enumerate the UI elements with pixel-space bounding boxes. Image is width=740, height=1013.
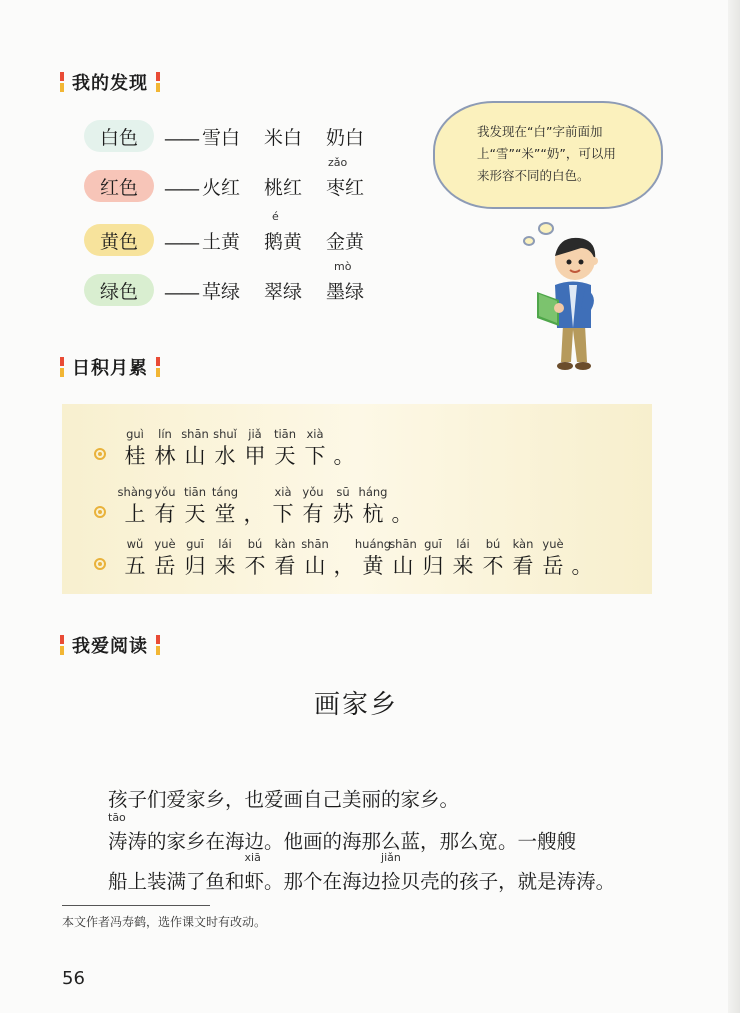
char-pinyin: tiān: [273, 427, 297, 441]
header-marker-left: [60, 72, 64, 92]
pinyin-char: [298, 484, 328, 528]
paragraph-text: 贝壳的孩子，就是涛涛。: [400, 870, 616, 893]
char-hanzi: 。: [571, 554, 593, 578]
char-hanzi: 苏: [332, 502, 354, 526]
saying-line: [94, 478, 416, 528]
color-label: 白色: [84, 120, 154, 152]
char-pinyin: shuǐ: [213, 427, 237, 441]
ruby-pinyin: tāo: [108, 811, 126, 824]
char-hanzi: 不: [482, 554, 504, 578]
pinyin-char: [330, 426, 358, 470]
color-word: [202, 173, 240, 200]
char-pinyin: bú: [485, 537, 501, 551]
char-hanzi: 岳: [154, 554, 176, 578]
pinyin-char: [448, 536, 478, 580]
color-word: [202, 277, 240, 304]
char-pinyin: yǒu: [154, 485, 176, 499]
paragraph-text: 船上装满了鱼和: [108, 870, 245, 893]
discovery-row: [84, 259, 388, 310]
char-hanzi: 天: [274, 444, 296, 468]
char-hanzi: 来: [452, 554, 474, 578]
char-pinyin: lín: [158, 427, 172, 441]
char-hanzi: 看: [512, 554, 534, 578]
pinyin-char: [120, 536, 150, 580]
pinyin-char: [328, 484, 358, 528]
pinyin-char: [418, 536, 448, 580]
color-label: 红色: [84, 170, 154, 202]
char-hanzi: ，: [243, 502, 265, 526]
ruby-char: [244, 851, 265, 894]
section-header-discovery: [60, 67, 160, 97]
ruby-text: 涛: [108, 830, 128, 853]
char-pinyin: shān: [389, 537, 417, 551]
char-pinyin: táng: [211, 485, 239, 499]
char-hanzi: 不: [244, 554, 266, 578]
char-pinyin: yuè: [154, 537, 176, 551]
char-pinyin: bú: [247, 537, 263, 551]
dash: ——: [164, 177, 198, 200]
word-pinyin: zǎo: [328, 155, 348, 169]
word-text: 桃红: [264, 176, 303, 199]
char-pinyin: yǒu: [302, 485, 324, 499]
char-hanzi: 有: [302, 502, 324, 526]
pinyin-char: [268, 484, 298, 528]
char-pinyin: sū: [336, 485, 350, 499]
char-hanzi: 上: [124, 502, 146, 526]
color-words: [164, 155, 388, 200]
char-pinyin: huáng: [354, 537, 392, 551]
word-text: 翠绿: [264, 280, 303, 303]
char-hanzi: ，: [333, 554, 355, 578]
char-hanzi: 有: [154, 502, 176, 526]
ruby-pinyin: xiā: [244, 851, 261, 864]
pinyin-char: [270, 536, 300, 580]
reading-paragraph-1: 孩子们爱家乡，也爱画自己美丽的家乡。: [108, 788, 460, 811]
char-hanzi: 山: [392, 554, 414, 578]
word-pinyin: mò: [334, 259, 352, 273]
bubble-line: 上“雪”“米”“奶”，可以用: [477, 146, 616, 161]
ruby-char: [108, 811, 128, 854]
pinyin-char: [388, 536, 418, 580]
color-word: [326, 155, 365, 200]
footnote-divider: [62, 905, 210, 906]
char-pinyin: kàn: [274, 537, 296, 551]
ruby-pinyin: jiǎn: [381, 851, 401, 864]
section-header-accumulation: [60, 352, 160, 382]
char-hanzi: 归: [422, 554, 444, 578]
char-hanzi: 天: [184, 502, 206, 526]
color-word: [202, 227, 240, 254]
paragraph-text: 。那个在海边: [264, 870, 382, 893]
pinyin-char: [568, 536, 596, 580]
char-hanzi: 五: [124, 554, 146, 578]
dash: ——: [164, 281, 198, 304]
header-marker-left: [60, 635, 64, 655]
pinyin-char: [210, 536, 240, 580]
pinyin-char: [270, 426, 300, 470]
char-pinyin: lái: [218, 537, 232, 551]
char-hanzi: 山: [184, 444, 206, 468]
pinyin-char: [210, 426, 240, 470]
color-words: [164, 123, 388, 150]
pinyin-char: [240, 426, 270, 470]
header-marker-right: [156, 357, 160, 377]
char-pinyin: guī: [424, 537, 442, 551]
word-text: 鹅黄: [264, 230, 303, 253]
char-pinyin: shān: [301, 537, 329, 551]
pinyin-char: [240, 536, 270, 580]
pinyin-char: [300, 536, 330, 580]
pinyin-char: [180, 484, 210, 528]
discovery-row: [84, 155, 388, 206]
boy-reading-illustration: [525, 230, 615, 375]
char-hanzi: 看: [274, 554, 296, 578]
thought-bubble: [433, 101, 663, 209]
header-marker-left: [60, 357, 64, 377]
bullet-icon: [94, 506, 106, 518]
char-hanzi: 下: [304, 444, 326, 468]
page-edge: [728, 0, 740, 1013]
char-pinyin: shàng: [117, 485, 153, 499]
word-text: 金黄: [326, 230, 365, 253]
bubble-line: 我发现在“白”字前面加: [477, 124, 603, 139]
pinyin-char: [150, 536, 180, 580]
pinyin-char: [388, 484, 416, 528]
word-text: 雪白: [202, 126, 241, 149]
char-hanzi: 下: [272, 502, 294, 526]
word-text: 草绿: [202, 280, 241, 303]
ruby-text: 虾: [244, 870, 265, 893]
color-word: [264, 123, 302, 150]
char-pinyin: xià: [274, 485, 292, 499]
discovery-row: [84, 209, 388, 260]
pinyin-char: [354, 536, 392, 580]
char-pinyin: xià: [306, 427, 324, 441]
word-text: 火红: [202, 176, 241, 199]
char-pinyin: guī: [186, 537, 204, 551]
color-words: [164, 209, 388, 254]
word-text: 米白: [264, 126, 303, 149]
char-hanzi: 。: [333, 444, 355, 468]
char-pinyin: yuè: [542, 537, 564, 551]
bubble-line: 来形容不同的白色。: [477, 168, 590, 183]
char-hanzi: 杭: [362, 502, 384, 526]
pinyin-char: [117, 484, 153, 528]
paragraph-text: 涛的家乡在海边。他画的海那么蓝，那么宽。一艘艘: [127, 830, 577, 853]
char-hanzi: 来: [214, 554, 236, 578]
reading-paragraph-3: [108, 851, 616, 894]
pinyin-char: [478, 536, 508, 580]
saying-line: [94, 530, 596, 580]
char-hanzi: 林: [154, 444, 176, 468]
color-label: 绿色: [84, 274, 154, 306]
word-text: 奶白: [326, 126, 365, 149]
dash: ——: [164, 127, 198, 150]
bullet-icon: [94, 558, 106, 570]
header-marker-right: [156, 72, 160, 92]
char-hanzi: 水: [214, 444, 236, 468]
color-word: [202, 123, 240, 150]
char-hanzi: 桂: [124, 444, 146, 468]
pinyin-char: [300, 426, 330, 470]
pinyin-char: [240, 484, 268, 528]
ruby-text: 捡: [381, 870, 401, 893]
page-number: 56: [62, 968, 85, 989]
char-pinyin: háng: [358, 485, 388, 499]
color-word: [264, 209, 303, 254]
char-hanzi: 黄: [362, 554, 384, 578]
pinyin-char: [180, 426, 210, 470]
pinyin-char: [150, 426, 180, 470]
bullet-icon: [94, 448, 106, 460]
word-text: 土黄: [202, 230, 241, 253]
pinyin-char: [120, 426, 150, 470]
color-word: [326, 227, 364, 254]
pinyin-char: [150, 484, 180, 528]
section-title: 我的发现: [72, 73, 148, 94]
color-word: [326, 123, 364, 150]
char-pinyin: shān: [181, 427, 209, 441]
color-word: [264, 277, 302, 304]
section-title: 日积月累: [72, 358, 148, 379]
ruby-char: [381, 851, 401, 894]
discovery-row: [84, 116, 388, 156]
pinyin-char: [180, 536, 210, 580]
footnote: 本文作者冯寿鹤，选作课文时有改动。: [62, 915, 267, 929]
char-pinyin: lái: [456, 537, 470, 551]
color-label: 黄色: [84, 224, 154, 256]
char-hanzi: 山: [304, 554, 326, 578]
section-title: 我爱阅读: [72, 636, 148, 657]
pinyin-char: [358, 484, 388, 528]
section-header-reading: [60, 630, 160, 660]
saying-line: [94, 420, 358, 470]
reading-title: 画家乡: [313, 690, 398, 720]
pinyin-char: [538, 536, 568, 580]
dash: ——: [164, 231, 198, 254]
char-pinyin: jiǎ: [248, 427, 262, 441]
char-hanzi: 甲: [244, 444, 266, 468]
char-pinyin: guì: [126, 427, 144, 441]
word-text: 墨绿: [326, 280, 365, 303]
color-words: [164, 259, 388, 304]
word-pinyin: é: [272, 209, 279, 223]
char-hanzi: 。: [391, 502, 413, 526]
word-text: 枣红: [326, 176, 365, 199]
char-hanzi: 岳: [542, 554, 564, 578]
color-word: [264, 173, 302, 200]
pinyin-char: [508, 536, 538, 580]
char-pinyin: wǔ: [126, 537, 144, 551]
char-pinyin: kàn: [512, 537, 534, 551]
char-hanzi: 归: [184, 554, 206, 578]
pinyin-char: [330, 536, 358, 580]
pinyin-char: [210, 484, 240, 528]
char-hanzi: 堂: [214, 502, 236, 526]
reading-paragraph-2: [108, 811, 577, 854]
header-marker-right: [156, 635, 160, 655]
char-pinyin: tiān: [183, 485, 207, 499]
color-word: [326, 259, 365, 304]
